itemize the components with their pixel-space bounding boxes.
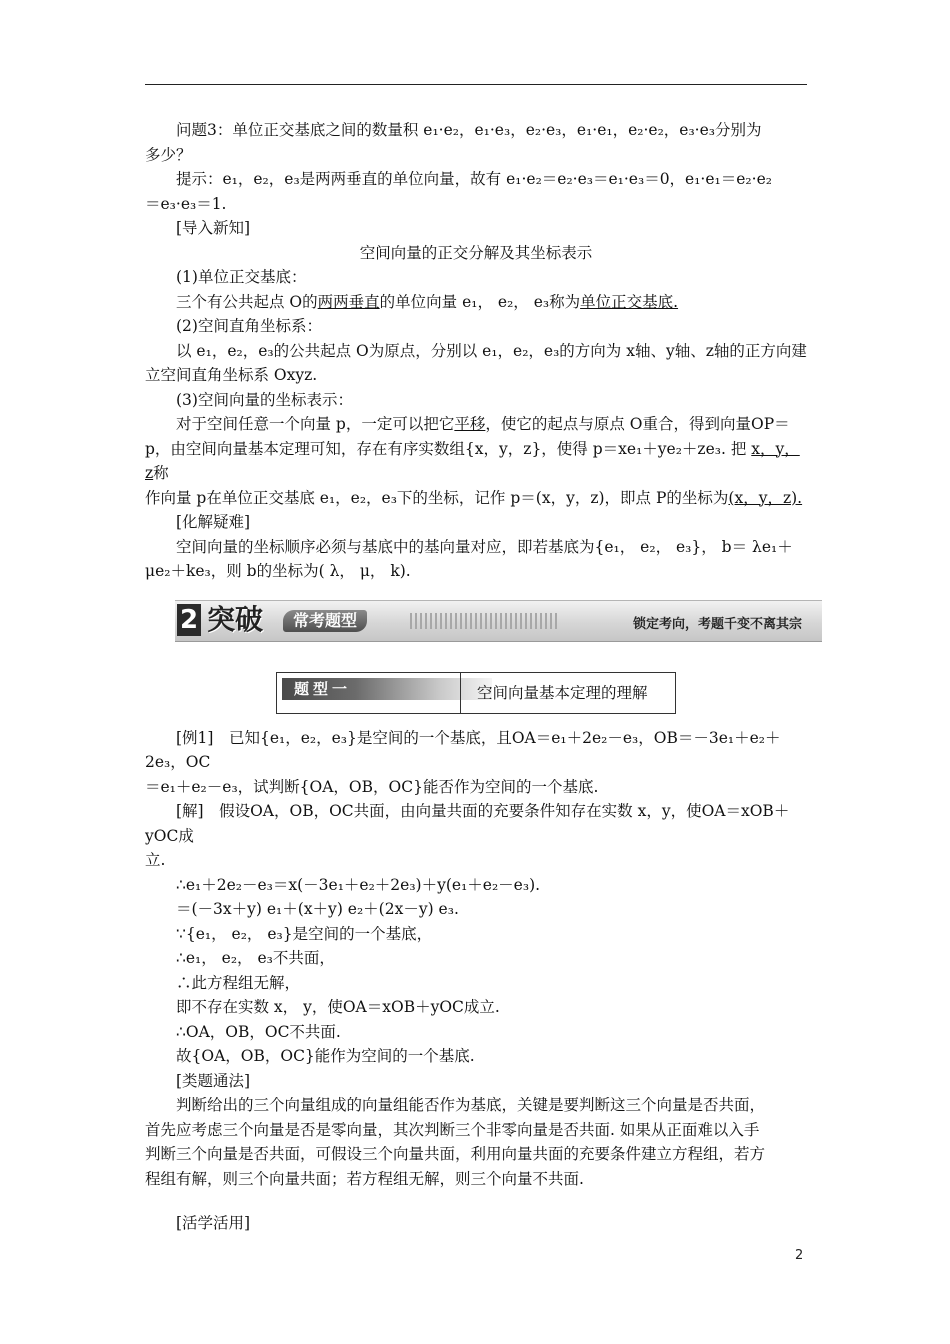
banner-subtitle: 常考题型 <box>283 610 367 632</box>
definition-text: 立空间直角坐标系 Oxyz. <box>145 366 318 384</box>
banner-number: 2 <box>177 604 201 636</box>
definition-text: 三个有公共起点 O的两两垂直的单位向量 e₁， e₂， e₃称为单位正交基底. <box>176 292 679 311</box>
solution-text: [解] 假设OA，OB，OC共面，由向量共面的充要条件知存在实数 x，y，使OA＝xOB＋yOC成 <box>145 802 790 845</box>
page-number: 2 <box>795 1248 804 1263</box>
method-text: 程组有解，则三个向量共面；若方程组无解，则三个向量不共面. <box>145 1169 584 1188</box>
question-type-title: 空间向量基本定理的理解 <box>477 683 648 702</box>
solution-step: ＝(－3x＋y) e₁＋(x＋y) e₂＋(2x－y) e₃. <box>176 900 459 918</box>
banner-title: 突破 <box>207 602 264 636</box>
hint-line: ＝e₃·e₃＝1. <box>145 194 227 213</box>
underlined-term: x，y，z <box>145 439 800 482</box>
solution-step: ∴e₁＋2e₂－e₃＝x(－3e₁＋e₂＋2e₃)＋y(e₁＋e₂－e₃). <box>176 875 541 894</box>
type-box-divider <box>460 673 461 713</box>
definition-heading: (1)单位正交基底： <box>176 268 307 286</box>
section-label-method: [类题通法] <box>176 1071 251 1090</box>
solution-step: ∴此方程组无解， <box>176 973 301 992</box>
solution-text: 立. <box>145 851 166 869</box>
solution-step: ∵{e₁， e₂， e₃}是空间的一个基底， <box>176 924 433 943</box>
method-text: 判断三个向量是否共面，可假设三个向量共面，利用向量共面的充要条件建立方程组，若方 <box>145 1145 766 1163</box>
question-type-box <box>276 672 676 714</box>
question-3-line: 多少？ <box>145 145 192 164</box>
method-text: 首先应考虑三个向量是否是零向量，其次判断三个非零向量是否共面. 如果从正面难以入手 <box>145 1120 760 1139</box>
section-label-practice: [活学活用] <box>176 1214 251 1232</box>
clarify-text: μe₂＋ke₃，则 b的坐标为( λ， μ， k). <box>145 562 411 580</box>
method-text: 判断给出的三个向量组成的向量组能否作为基底，关键是要判断这三个向量是否共面， <box>176 1096 766 1114</box>
solution-step: ∴OA，OB，OC不共面. <box>176 1022 341 1041</box>
page-content <box>145 118 807 1236</box>
underlined-term: (x，y，z). <box>728 488 803 507</box>
banner-decoration <box>410 613 560 629</box>
hint-line: 提示：e₁，e₂，e₃是两两垂直的单位向量，故有 e₁·e₂＝e₂·e₃＝e₁·e₃＝0，e₁·e₁＝e₂·e₂ <box>176 170 772 188</box>
underlined-term: 单位正交基底. <box>580 292 679 311</box>
underlined-term: 平移 <box>454 415 486 433</box>
section-label-clarify: [化解疑难] <box>176 513 251 531</box>
definition-text: 对于空间任意一个向量 p，一定可以把它平移，使它的起点与原点 O重合，得到向量OP＝ <box>176 415 790 433</box>
section-label-intro: [导入新知] <box>176 219 251 237</box>
banner-slogan: 锁定考向，考题千变不离其宗 <box>632 616 802 632</box>
clarify-text: 空间向量的坐标顺序必须与基底中的基向量对应，即若基底为{e₁， e₂， e₃}， b＝ λe₁＋ <box>176 537 793 556</box>
solution-step: 故{OA，OB，OC}能作为空间的一个基底. <box>176 1047 475 1065</box>
question-type-tag: 题型一 <box>282 678 492 700</box>
solution-step: ∴e₁， e₂， e₃不共面， <box>176 949 335 967</box>
example-text: ＝e₁＋e₂－e₃，试判断{OA，OB，OC}能否作为空间的一个基底. <box>145 777 599 796</box>
definition-text: 作向量 p在单位正交基底 e₁，e₂，e₃下的坐标，记作 p＝(x，y，z)，即点 P的坐标为(x，y，z). <box>145 488 803 507</box>
definition-heading: (3)空间向量的坐标表示： <box>176 390 353 409</box>
definition-text: 以 e₁，e₂，e₃的公共起点 O为原点，分别以 e₁，e₂，e₃的方向为 x轴、y轴、z轴的正方向建 <box>176 341 807 360</box>
section-title: 空间向量的正交分解及其坐标表示 <box>359 243 593 262</box>
definition-heading: (2)空间直角坐标系： <box>176 317 322 335</box>
section-banner <box>175 600 822 642</box>
definition-text: p，由空间向量基本定理可知，存在有序实数组{x，y，z}，使得 p＝xe₁＋ye₂＋ze₃. 把 x，y，z称 <box>145 439 800 482</box>
header-rule <box>145 84 807 85</box>
underlined-term: 两两垂直 <box>317 292 380 311</box>
solution-step: 即不存在实数 x， y，使OA＝xOB＋yOC成立. <box>176 998 500 1016</box>
example-text: [例1] 已知{e₁，e₂，e₃}是空间的一个基底，且OA＝e₁＋2e₂－e₃，OB＝－3e₁＋e₂＋2e₃，OC <box>145 728 781 771</box>
question-3-line: 问题3：单位正交基底之间的数量积 e₁·e₂，e₁·e₃，e₂·e₃，e₁·e₁，e₂·e₂，e₃·e₃分别为 <box>176 121 762 139</box>
